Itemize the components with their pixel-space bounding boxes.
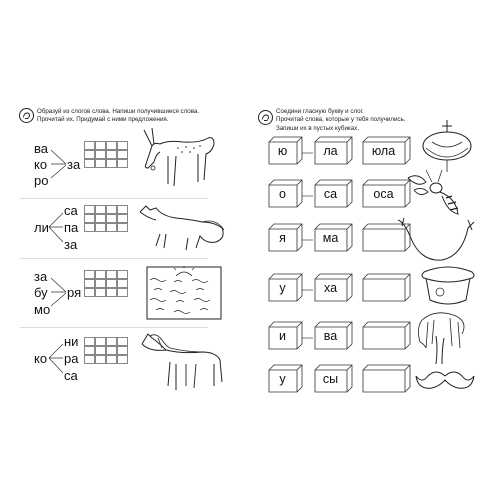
syllable-text: ха	[323, 281, 338, 295]
vowel-text: я	[279, 231, 286, 245]
syllable-cube	[314, 321, 353, 350]
vowel-cube	[268, 136, 303, 165]
answer-grid[interactable]	[84, 270, 128, 297]
answer-grid[interactable]	[84, 141, 128, 168]
instruction-line: Прочитай слова, которые у тебя получились.	[276, 116, 406, 124]
instruction-line: Образуй из слогов слова. Напиши получившиеся слова.	[37, 108, 200, 115]
instruction-line: Прочитай их. Придумай с ними предложения.	[37, 116, 169, 124]
syllable-cube	[314, 273, 353, 302]
answer-cube[interactable]	[362, 136, 411, 165]
syllable-cube	[314, 179, 353, 208]
syllable: за	[34, 269, 48, 284]
syllable: са	[64, 203, 78, 218]
syllable-cube	[314, 364, 353, 393]
vowel-text: у	[279, 281, 286, 295]
answer-grid[interactable]	[84, 205, 128, 232]
vowel-text: и	[279, 329, 286, 343]
word-text: оса	[373, 187, 394, 201]
syllable-cube	[314, 223, 353, 252]
task-icon-left	[19, 108, 34, 123]
syllable: ра	[64, 351, 79, 366]
instruction-line: Запиши их в пустых кубиках.	[276, 124, 359, 132]
instruction-left	[37, 108, 237, 125]
answer-cube[interactable]	[362, 321, 411, 350]
syllable-text: ма	[322, 231, 339, 245]
connector-arrows	[48, 341, 66, 377]
syllable: ни	[64, 334, 79, 349]
sea-illustration	[146, 266, 222, 320]
connector-arrows	[48, 210, 66, 246]
pit-illustration	[396, 216, 476, 268]
syllable: бу	[34, 285, 48, 300]
horses-illustration	[136, 330, 228, 392]
syllable: ко	[34, 157, 48, 172]
answer-cube[interactable]	[362, 273, 411, 302]
vowel-cube	[268, 364, 303, 393]
vowel-text: у	[279, 372, 286, 386]
syllable: ро	[34, 173, 49, 188]
divider	[20, 258, 208, 259]
syllable: ли	[34, 220, 49, 235]
connector-arrows	[50, 148, 70, 182]
syllable: мо	[34, 302, 51, 317]
syllable: па	[64, 220, 79, 235]
vowel-text: о	[279, 187, 286, 201]
fox-illustration	[136, 198, 228, 254]
instruction-line: Соедини гласную букву и слог.	[276, 108, 364, 115]
syllable-text: са	[323, 187, 338, 201]
vowel-cube	[268, 223, 303, 252]
syllable-text: ла	[323, 144, 338, 158]
willow-tree-illustration	[412, 308, 472, 366]
syllable: за	[67, 157, 81, 172]
vowel-cube	[268, 321, 303, 350]
syllable-text: сы	[322, 372, 339, 386]
spinning-top-illustration	[418, 118, 476, 174]
answer-grid[interactable]	[84, 337, 128, 364]
syllable: за	[64, 237, 78, 252]
wasp-illustration	[404, 168, 466, 218]
syllable: ко	[34, 351, 48, 366]
syllable-text: ва	[323, 329, 338, 343]
task-icon-right	[258, 110, 273, 125]
vowel-cube	[268, 273, 303, 302]
syllable-cube	[314, 136, 353, 165]
answer-cube[interactable]	[362, 364, 411, 393]
soup-pot-illustration	[420, 262, 476, 308]
vowel-text: ю	[277, 144, 288, 158]
moustache-illustration	[414, 366, 476, 396]
vowel-cube	[268, 179, 303, 208]
goat-illustration	[138, 124, 220, 190]
connector-arrows	[50, 276, 70, 310]
syllable: ва	[34, 141, 48, 156]
divider	[20, 327, 208, 328]
syllable: ря	[67, 285, 82, 300]
syllable: са	[64, 368, 78, 383]
word-text: юла	[371, 144, 396, 158]
